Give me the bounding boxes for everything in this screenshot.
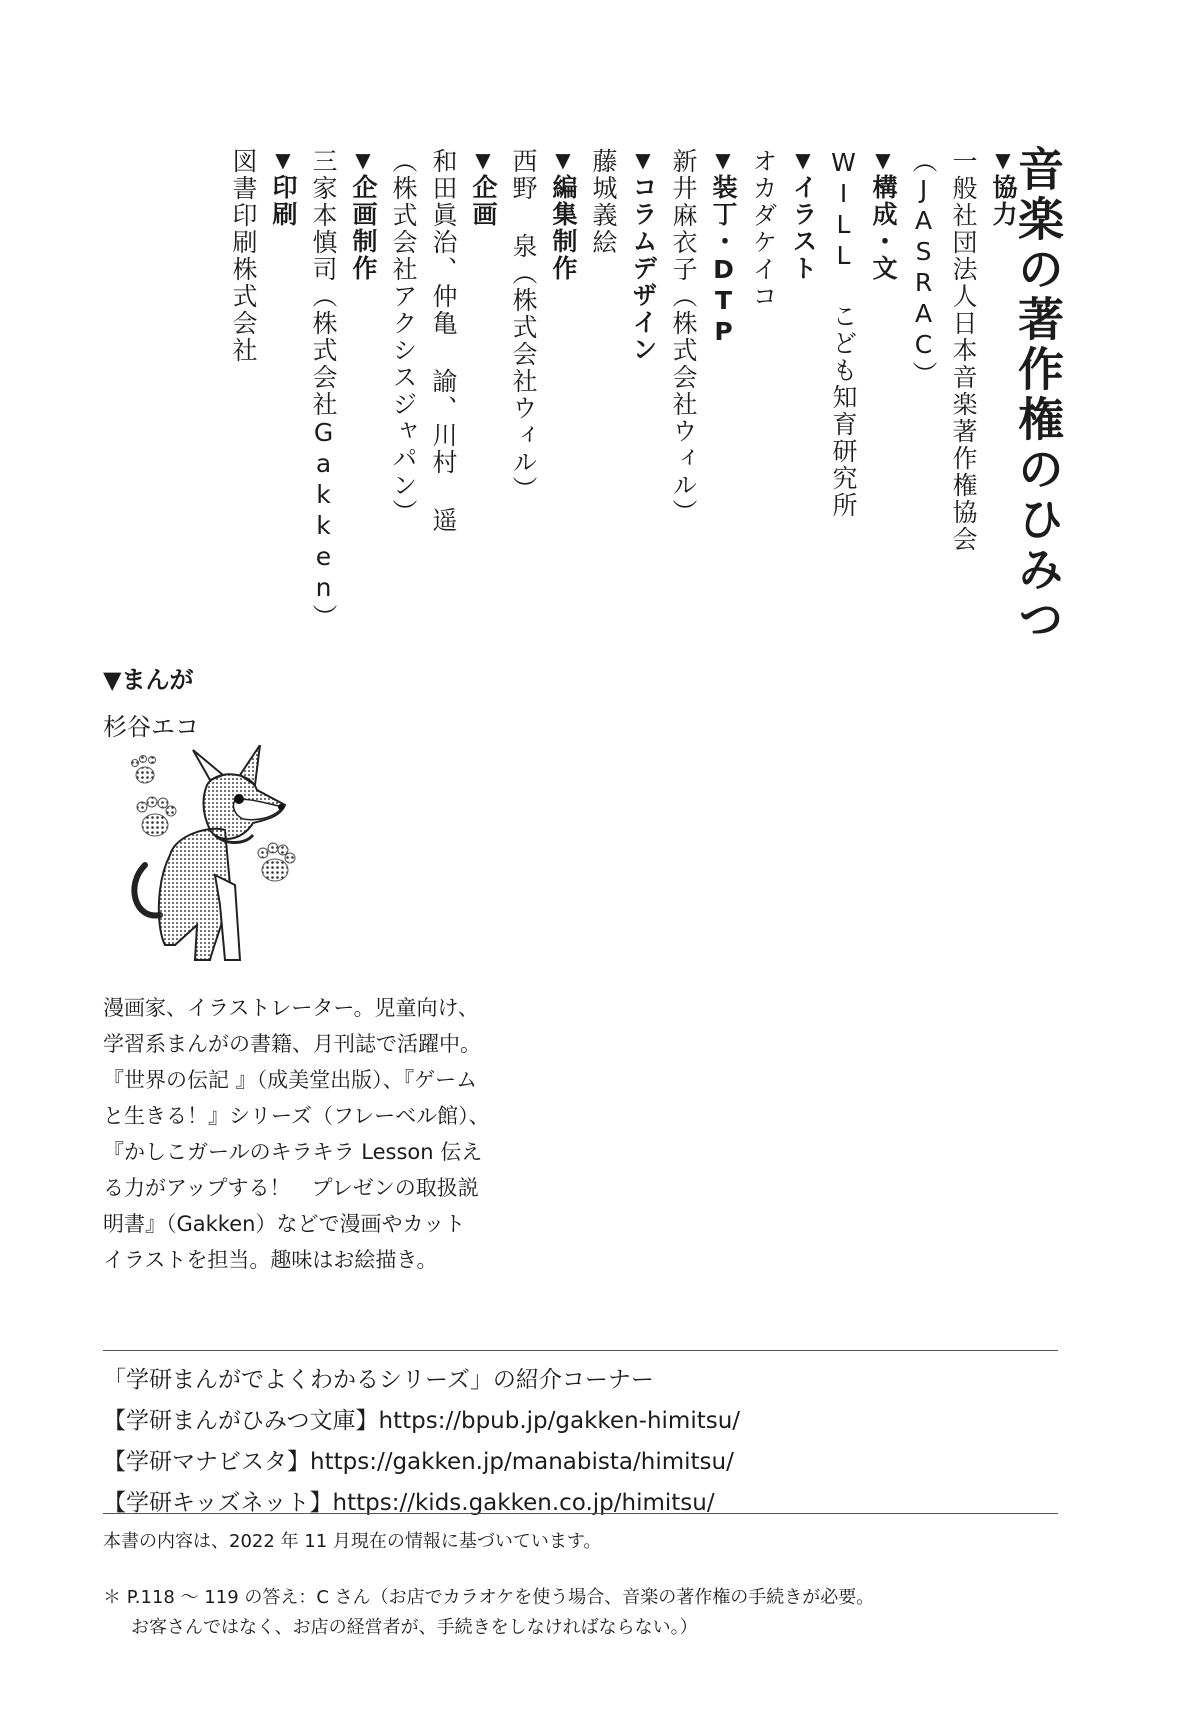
paw-print-icon (132, 756, 177, 837)
triangle-marker-icon: ▼ (791, 148, 815, 174)
series-link[interactable]: 【学研マナビスタ】https://gakken.jp/manabista/himitsu/ (103, 1449, 734, 1475)
divider (103, 1513, 1058, 1514)
bio-line: る力がアップする！ プレゼンの取扱説 (103, 1176, 479, 1200)
triangle-marker-icon: ▼ (871, 148, 895, 174)
credit-heading: ▼協力 (989, 148, 1018, 228)
triangle-marker-icon: ▼ (271, 148, 295, 174)
paw-print-icon (258, 843, 295, 881)
credit-heading: ▼コラムデザイン (629, 148, 658, 363)
credit-line: （株式会社アクシスジャパン） (389, 148, 418, 526)
triangle-marker-icon: ▼ (991, 148, 1015, 174)
triangle-marker-icon: ▼ (103, 666, 122, 694)
credit-heading: ▼構成・文 (869, 148, 898, 282)
credit-heading: ▼企画 (469, 148, 498, 228)
credit-line: 西野 泉（株式会社ウィル） (509, 148, 538, 503)
series-link[interactable]: 【学研キッズネット】https://kids.gakken.co.jp/himitsu/ (103, 1490, 715, 1516)
series-link[interactable]: 【学研まんがひみつ文庫】https://bpub.jp/gakken-himitsu/ (103, 1408, 741, 1434)
credit-line: 図書印刷株式会社 (229, 148, 258, 364)
credit-heading: ▼企画制作 (349, 148, 378, 282)
answer-note (103, 1583, 874, 1643)
credit-heading: ▼編集制作 (549, 148, 578, 282)
credit-line: （JASRAC） (909, 148, 938, 388)
bio-line: 『かしこガールのキラキラ Lesson 伝え (103, 1140, 483, 1164)
manga-artist-bio (103, 990, 503, 1278)
bio-line: 学習系まんがの書籍、月刊誌で活躍中。 (103, 1032, 481, 1056)
credit-heading: ▼装丁・DTP (709, 148, 738, 348)
book-title: 音楽の著作権のひみつ (1011, 145, 1065, 645)
credit-line: 新井麻衣子（株式会社ウィル） (669, 148, 698, 526)
series-intro: 「学研まんがでよくわかるシリーズ」の紹介コーナー (103, 1367, 654, 1393)
bio-line: 漫画家、イラストレーター。児童向け、 (103, 996, 479, 1020)
manga-credit (103, 660, 523, 742)
credit-line: 和田眞治、仲亀 諭、川村 遥 (429, 148, 458, 534)
bio-line: と生きる！』シリーズ（フレーベル館）、 (103, 1104, 490, 1128)
triangle-marker-icon: ▼ (551, 148, 575, 174)
bio-line: イラストを担当。趣味はお絵描き。 (103, 1248, 438, 1272)
credit-line: オカダケイコ (749, 148, 778, 310)
credit-heading: ▼イラスト (789, 148, 818, 282)
credit-line: WILL こども知育研究所 (829, 148, 858, 519)
series-corner (103, 1360, 1058, 1524)
credit-line: 一般社団法人日本音楽著作権協会 (949, 148, 978, 553)
triangle-marker-icon: ▼ (711, 148, 735, 174)
manga-heading: ▼まんが (103, 666, 194, 694)
credit-line: 藤城義絵 (589, 148, 618, 256)
triangle-marker-icon: ▼ (351, 148, 375, 174)
bio-line: 明書』（Gakken）などで漫画やカット (103, 1212, 466, 1236)
answer-note-line: ＊ P.118 ～ 119 の答え：C さん（お店でカラオケを使う場合、音楽の著作権の手続きが必要。 (103, 1587, 875, 1608)
divider (103, 1350, 1058, 1351)
info-date-note: 本書の内容は、2022 年 11 月現在の情報に基づいています。 (103, 1531, 602, 1552)
triangle-marker-icon: ▼ (631, 148, 655, 174)
triangle-marker-icon: ▼ (471, 148, 495, 174)
chihuahua-illustration (115, 745, 325, 975)
answer-note-line: お客さんではなく、お店の経営者が、手続きをしなければならない。） (131, 1617, 698, 1638)
bio-line: 『世界の伝記 』（成美堂出版）、『ゲーム (103, 1068, 478, 1092)
manga-artist-name: 杉谷エコ (103, 713, 199, 741)
credit-heading: ▼印刷 (269, 148, 298, 228)
credit-line: 三家本慎司（株式会社Gakken） (309, 148, 338, 631)
